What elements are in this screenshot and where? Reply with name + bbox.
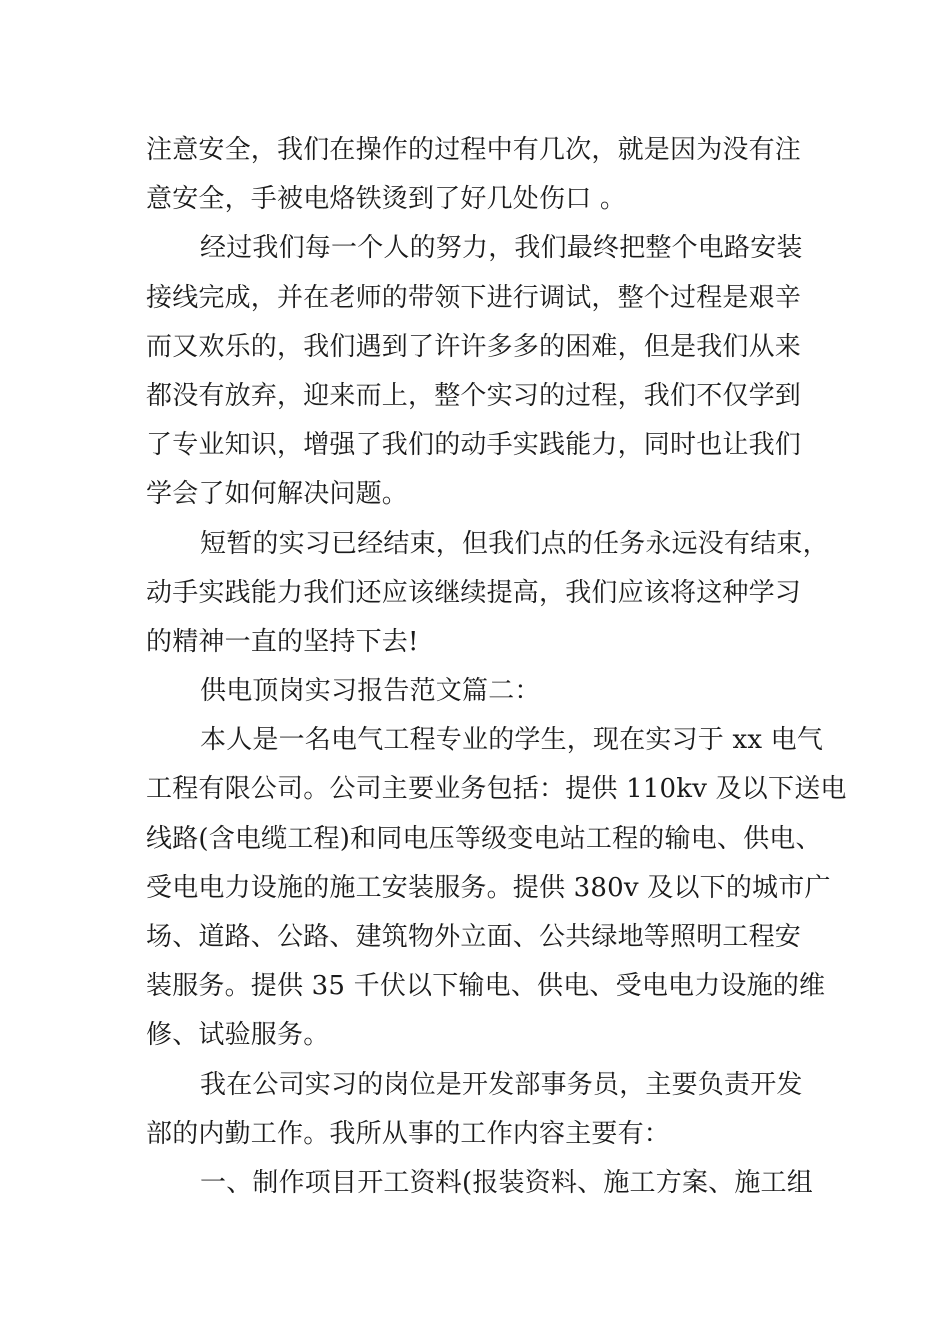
text-line: 的精神一直的坚持下去! [146,626,419,657]
paragraph [146,667,826,716]
text-line: 装服务。提供 35 千伏以下输电、供电、受电电力设施的维 [146,971,826,1002]
document-body [146,126,847,1208]
text-line: 场、道路、公路、建筑物外立面、公共绿地等照明工程安 [146,922,802,952]
text-line: 修、试验服务。 [146,1020,330,1051]
text-line: 都没有放弃，迎来而上，整个实习的过程，我们不仅学到 [146,380,802,411]
text-line: 一、制作项目开工资料(报装资料、施工方案、施工组 [200,1167,813,1198]
text-line: 意安全，手被电烙铁烫到了好几处伤口 。 [146,184,627,215]
paragraph [146,1061,826,1159]
text-line: 学会了如何解决问题。 [146,479,409,510]
paragraph [146,126,826,224]
text-line: 短暂的实习已经结束，但我们点的任务永远没有结束， [200,528,829,559]
text-line: 而又欢乐的，我们遇到了许许多多的困难，但是我们从来 [146,331,802,362]
text-line: 动手实践能力我们还应该继续提高，我们应该将这种学习 [146,577,802,608]
paragraph [146,520,829,668]
text-line: 部的内勤工作。我所从事的工作内容主要有： [146,1118,671,1149]
text-line: 了专业知识，增强了我们的动手实践能力，同时也让我们 [146,430,802,461]
text-line: 受电电力设施的施工安装服务。提供 380v 及以下的城市广 [146,872,831,903]
text-line: 注意安全，我们在操作的过程中有几次，就是因为没有注 [146,135,802,165]
text-line: 我在公司实习的岗位是开发部事务员，主要负责开发 [200,1069,803,1100]
text-line: 供电顶岗实习报告范文篇二： [200,676,541,707]
text-line: 经过我们每一个人的努力，我们最终把整个电路安装 [200,233,803,264]
text-line: 接线完成，并在老师的带领下进行调试，整个过程是艰辛 [146,282,802,313]
text-line: 本人是一名电气工程专业的学生，现在实习于 xx 电气 [200,725,824,756]
paragraph [146,224,826,519]
text-line: 线路(含电缆工程)和同电压等级变电站工程的输电、供电、 [146,823,822,854]
paragraph [146,1159,826,1208]
paragraph [146,716,847,1060]
text-line: 工程有限公司。公司主要业务包括：提供 110kv 及以下送电 [146,774,847,805]
